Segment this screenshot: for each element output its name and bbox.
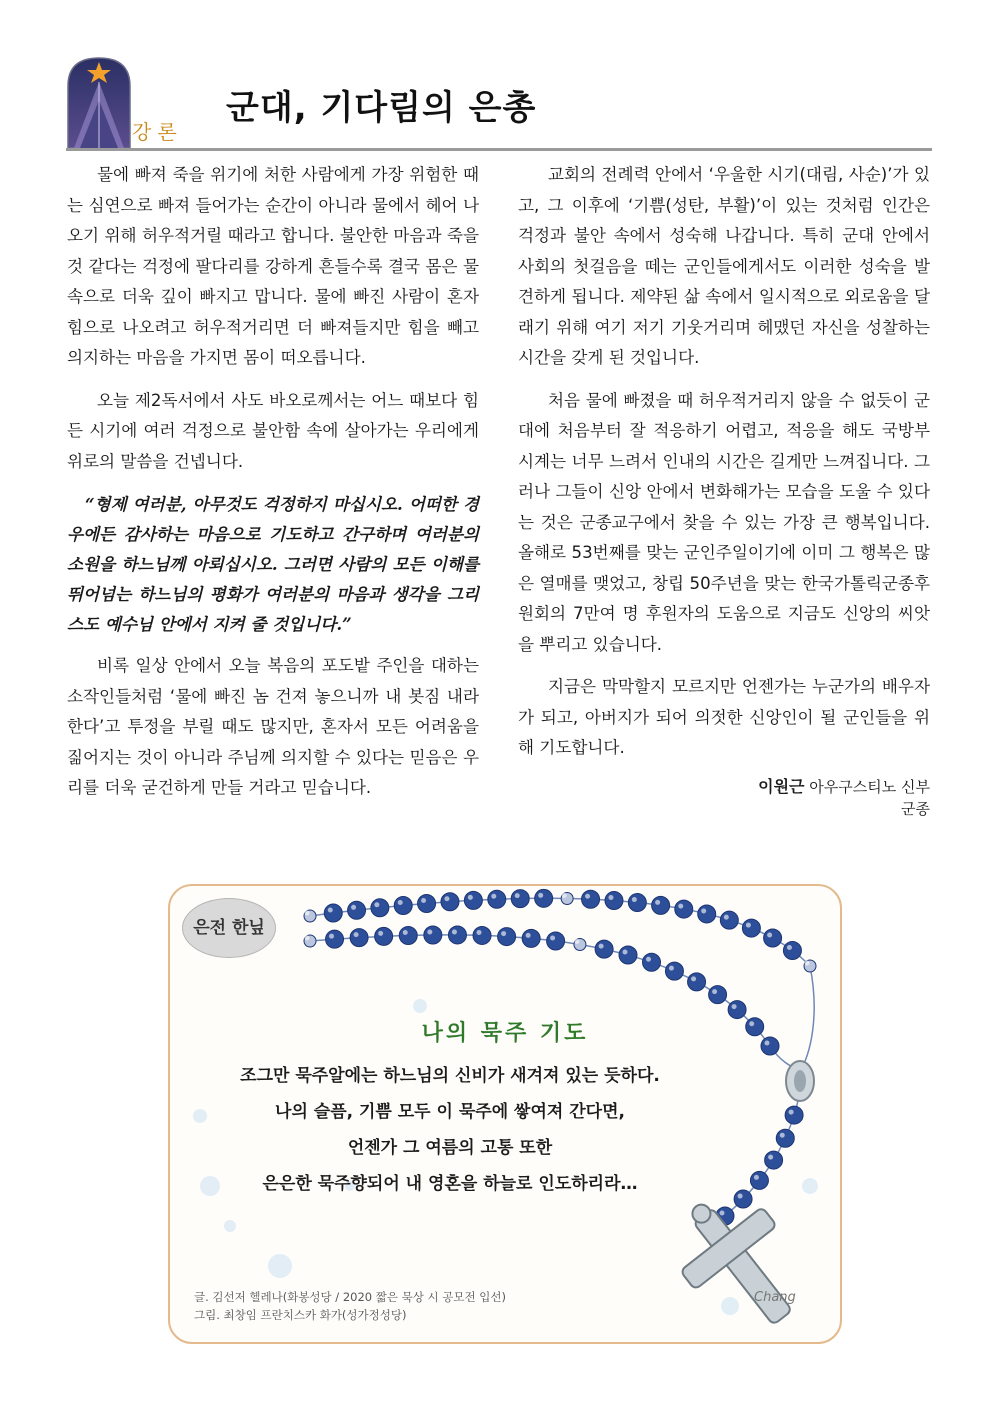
rosary-bead: [473, 926, 491, 944]
rosary-bead: [424, 926, 442, 944]
rosary-bead: [619, 946, 637, 964]
bead-highlight: [632, 897, 637, 902]
rosary-bead: [511, 890, 529, 908]
paragraph: 비록 일상 안에서 오늘 복음의 포도밭 주인을 대하는 소작인들처럼 ‘물에 빠진 놈 건져 놓으니까 내 봇짐 내라 한다’고 투정을 부릴 때도 많지만, 혼자서 모든 어려움을 짊어지는 것이 아니라 주님께 의지할 수 있다는 믿음은 우리를 더욱 굳건하게 만들 거라고 믿습니다.: [67, 656, 479, 797]
bead-highlight: [738, 1194, 743, 1199]
right-column: [518, 160, 930, 820]
bead-highlight: [805, 961, 810, 966]
credit-text: 글. 김선저 헬레나(화봉성당 / 2020 짧은 묵상 시 공모전 입선): [194, 1290, 506, 1304]
bead-highlight: [444, 896, 449, 901]
rosary-bead: [418, 894, 436, 912]
rosary-bead: [628, 894, 646, 912]
bead-highlight: [398, 900, 403, 905]
bead-highlight: [720, 1211, 725, 1216]
paragraph: 물에 빠져 죽을 위기에 처한 사람에게 가장 위험한 때는 심연으로 빠져 들어가는 순간이 아니라 물에서 헤어 나오기 위해 허우적거릴 때라고 합니다. 불안한 마음과 죽을 것 같다는 걱정에 팔다리를 강하게 흔들수록 결국 몸은 물속으로 더욱 깊이 빠지고 맙니다. 물에 빠진 사람이 혼자 힘으로 나오려고 허우적거리면 더 빠져들지만 힘을 빼고 의지하는 마음을 가지면 몸이 떠오릅니다.: [67, 165, 479, 367]
bead-highlight: [724, 915, 729, 920]
rosary-bead: [698, 905, 716, 923]
bead-highlight: [305, 936, 310, 941]
bead-highlight: [623, 949, 628, 954]
bead-highlight: [491, 894, 496, 899]
article-header: [66, 56, 932, 152]
artist-signature: Chang: [754, 1290, 796, 1305]
rosary-bead: [734, 1190, 752, 1208]
rosary-bead: [709, 986, 727, 1004]
rosary-bead: [498, 928, 516, 946]
poem-line: 은은한 묵주향되어 내 영혼을 하늘로 인도하리라…: [262, 1174, 638, 1194]
bead-highlight: [646, 957, 651, 962]
bead-highlight: [403, 930, 408, 935]
stamp-logo: 은전 한닢: [182, 898, 276, 958]
bead-highlight: [585, 894, 590, 899]
bead-highlight: [351, 905, 356, 910]
bead-highlight: [329, 934, 334, 939]
bead-highlight: [787, 945, 792, 950]
scripture-quote: “형제 여러분, 아무것도 걱정하지 마십시오. 어떠한 경우에든 감사하는 마음으로 기도하고 간구하며 여러분의 소원을 하느님께 아뢰십시오. 그러면 사람의 모든 이해를 뛰어넘는 하느님의 평화가 여러분의 마음과 생각을 그리스도 예수님 안에서 지켜 줄 것입니다.”: [67, 494, 479, 634]
bead-highlight: [421, 898, 426, 903]
author-signature: [518, 776, 930, 820]
paragraph: 지금은 막막할지 모르지만 언젠가는 누군가의 배우자가 되고, 아버지가 되어 의젓한 신앙인이 될 군인들을 위해 기도합니다.: [518, 677, 930, 757]
paragraph: 처음 물에 빠졌을 때 허우적거리지 않을 수 없듯이 군대에 처음부터 잘 적응하기 어렵고, 적응을 해도 국방부 시계는 너무 느려서 인내의 시간은 길게만 느껴집니다. 그러나 그들이 신앙 안에서 변화해가는 모습을 도울 수 있다는 것은 군종교구에서 찾을 수 있는 가장 큰 행복입니다. 올해로 53번째를 맞는 군인주일이기에 이미 그 행복은 많은 열매를 맺었고, 창립 50주년을 맞는 한국가톨릭군종후원회의 7만여 명 후원자의 도움으로 지금도 신앙의 씨앗을 뿌리고 있습니다.: [518, 390, 930, 654]
bead-highlight: [562, 893, 567, 898]
bead-highlight: [701, 908, 706, 913]
bead-highlight: [354, 932, 359, 937]
section-label: 강론: [132, 120, 183, 144]
bead-highlight: [526, 933, 531, 938]
bead-highlight: [678, 904, 683, 909]
rosary-bead: [448, 926, 466, 944]
stained-glass-logo-icon: [66, 56, 132, 148]
rosary-bead: [764, 929, 782, 947]
paragraph: 오늘 제2독서에서 사도 바오로께서는 어느 때보다 힘든 시기에 여러 걱정으로 불안함 속에 살아가는 우리에게 위로의 말씀을 건넵니다.: [67, 390, 479, 471]
rosary-bead: [371, 899, 389, 917]
rosary-bead: [783, 942, 801, 960]
rosary-bead: [776, 1129, 794, 1147]
rosary-bead: [595, 940, 613, 958]
rosary-bead: [720, 911, 738, 929]
header-divider: [66, 148, 932, 151]
bead-highlight: [767, 933, 772, 938]
poem-body: [210, 1058, 690, 1202]
rosary-bead: [326, 930, 344, 948]
paragraph: 교회의 전례력 안에서 ‘우울한 시기(대림, 사순)’가 있고, 그 이후에 ‘기쁨(성탄, 부활)’이 있는 것처럼 인간은 걱정과 불안 속에서 성숙해 나갑니다. 특히 군대 안에서 사회의 첫걸음을 떼는 군인들에게서도 이러한 성숙을 발견하게 됩니다. 제약된 삶 속에서 일시적으로 외로움을 달래기 위해 여기 저기 기웃거리며 헤맸던 자신을 성찰하는 시간을 갖게 된 것입니다.: [518, 165, 930, 367]
card-credits: [194, 1288, 506, 1324]
author-affiliation: 군종: [901, 799, 930, 818]
rosary-bead: [350, 929, 368, 947]
rosary-bead: [464, 891, 482, 909]
bead-highlight: [501, 931, 506, 936]
bead-highlight: [515, 893, 520, 898]
bead-highlight: [374, 902, 379, 907]
bead-highlight: [378, 931, 383, 936]
rosary-bead: [488, 890, 506, 908]
rosary-bead: [765, 1151, 783, 1169]
rosary-bead: [643, 953, 661, 971]
bead-highlight: [328, 908, 333, 913]
author-name: 이원근: [758, 776, 805, 796]
bead-highlight: [574, 939, 579, 944]
rosary-bead: [375, 927, 393, 945]
rosary-bead: [665, 962, 683, 980]
rosary-bead: [652, 896, 670, 914]
bead-highlight: [427, 929, 432, 934]
poem-line: 언젠가 그 여름의 고통 또한: [347, 1138, 553, 1158]
left-column: [67, 160, 479, 816]
bead-highlight: [768, 1155, 773, 1160]
rosary-bead: [785, 1106, 803, 1124]
poem-line: 나의 슬픔, 기쁨 모두 이 묵주에 쌓여져 간다면,: [275, 1102, 625, 1122]
bead-highlight: [452, 929, 457, 934]
bead-highlight: [732, 1004, 737, 1009]
bead-highlight: [691, 976, 696, 981]
bead-highlight: [477, 930, 482, 935]
rosary-bead: [324, 904, 342, 922]
bead-highlight: [305, 911, 310, 916]
rosary-bead: [750, 1171, 768, 1189]
rosary-bead: [688, 973, 706, 991]
bead-highlight: [789, 1110, 794, 1115]
bead-highlight: [538, 893, 543, 898]
bead-highlight: [550, 935, 555, 940]
credit-art: 그림. 최창임 프란치스카 화가(성가정성당): [194, 1308, 407, 1322]
rosary-bead: [522, 929, 540, 947]
bead-highlight: [599, 944, 604, 949]
page-title: 군대, 기다림의 은총: [226, 88, 537, 128]
bead-highlight: [468, 895, 473, 900]
poem-card: [168, 884, 842, 1344]
bead-highlight: [608, 895, 613, 900]
rosary-bead: [441, 893, 459, 911]
author-title: 아우구스티노 신부: [809, 777, 930, 796]
rosary-bead: [675, 900, 693, 918]
rosary-bead: [742, 919, 760, 937]
bead-highlight: [655, 900, 660, 905]
rosary-bead: [399, 926, 417, 944]
rosary-bead: [582, 890, 600, 908]
bead-highlight: [754, 1175, 759, 1180]
bead-highlight: [746, 923, 751, 928]
rosary-bead: [605, 892, 623, 910]
bead-highlight: [669, 966, 674, 971]
poem-title: 나의 묵주 기도: [421, 1021, 589, 1046]
bead-highlight: [780, 1133, 785, 1138]
rosary-bead: [348, 901, 366, 919]
bead-highlight: [712, 989, 717, 994]
rosary-bead: [535, 889, 553, 907]
rosary-bead: [547, 932, 565, 950]
poem-line: 조그만 묵주알에는 하느님의 신비가 새겨져 있는 듯하다.: [240, 1066, 660, 1086]
rosary-bead: [394, 897, 412, 915]
